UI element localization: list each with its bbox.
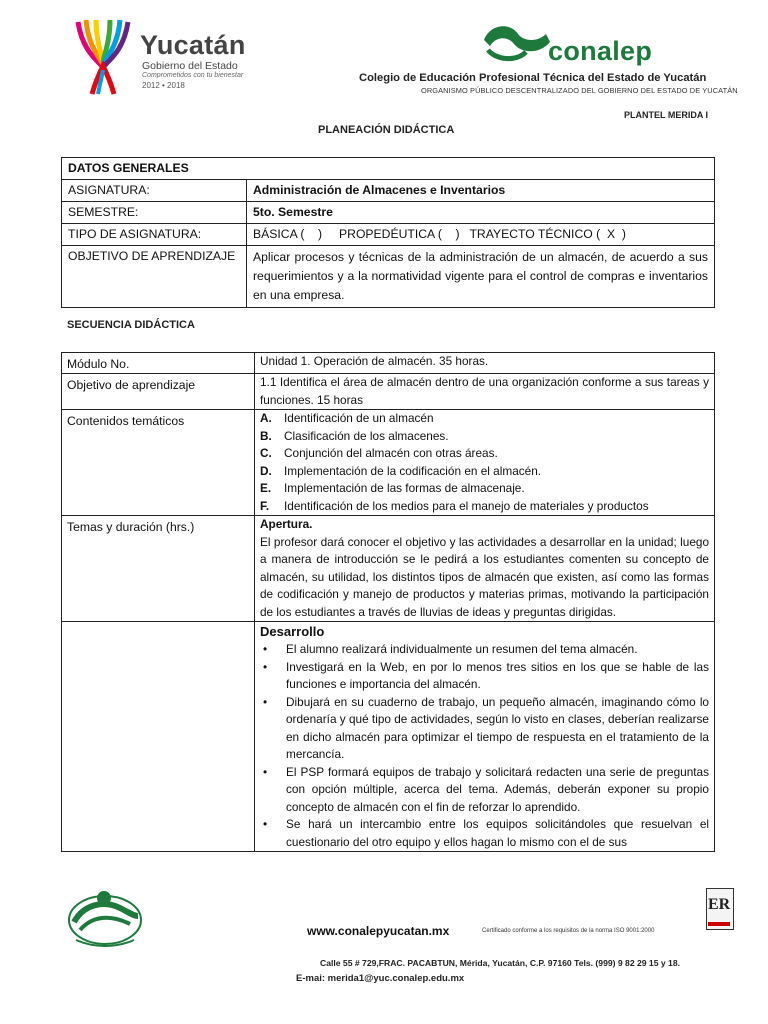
email[interactable]: E-mai: merida1@yuc.conalep.edu.mx [296,973,465,984]
er-certification-logo [706,888,732,934]
contenidos-list-cell [255,410,715,516]
conalep-wordmark: conalep [548,36,653,66]
yucatan-title: Yucatán [140,30,246,60]
item-text: Conjunción del almacén con otras áreas. [284,446,498,460]
item-text: Clasificación de los almacenes. [284,428,449,443]
address: Calle 55 # 729,FRAC. PACABTUN, Mérida, Yucatán, C.P. 97160 Tels. (999) 9 82 29 15 y 18. [320,958,680,968]
secuencia-table [61,352,715,852]
table-row [62,516,715,622]
contenidos-label: Contenidos temáticos [62,410,255,516]
list-item [260,463,709,481]
table-row [62,410,715,516]
yucatan-logo [72,18,262,98]
item-text: Identificación de un almacén [284,411,434,425]
item-text: El alumno realizará individualmente un resumen del tema almacén. [286,642,638,656]
bullet-icon: • [263,817,268,831]
bullet-icon: • [263,642,268,656]
yucatan-tagline: Comprometidos con tu bienestar [142,72,244,79]
empty-cell [62,622,255,852]
item-text: Investigará en la Web, en por lo menos tres sitios en los que se hable de las funciones e importancia del almacén. [286,659,709,691]
asignatura-label: ASIGNATURA: [62,180,247,202]
temas-label: Temas y duración (hrs.) [62,516,255,622]
desarrollo-title: Desarrollo [260,624,325,639]
asignatura-value: Administración de Almacenes e Inventarios [247,180,715,202]
item-text: Identificación de los medios para el manejo de materiales y productos [284,498,649,513]
desarrollo-cell [255,622,715,852]
list-item [260,410,709,428]
conalep-emblem-icon [480,20,552,62]
item-text: El PSP formará equipos de trabajo y solicitará redacten una serie de preguntas con opción múltiple, acerca del tema. Además, deberán exponer su propio concepto de almacén con el fin de reforzar lo aprendido. [286,764,709,814]
bullet-icon: • [263,694,268,709]
apertura-text: El profesor dará conocer el objetivo y las actividades a desarrollar en la unidad; luego a manera de introducción se le pedirá a los estudiantes comenten su concepto de almacén, su utilidad, los distintos tipos de almacén que existen, así como las formas de codificación y manejo de productos y materias primas, motivando la participación de los estudiantes a través de lluvias de ideas y preguntas dirigidas. [260,534,709,619]
list-item [260,659,709,694]
datos-heading: DATOS GENERALES [62,158,715,180]
item-letter: C. [260,446,272,460]
list-item [260,428,709,446]
list-item [260,816,709,851]
college-name: Colegio de Educación Profesional Técnica del Estado de Yucatán [359,72,707,84]
tipo-label: TIPO DE ASIGNATURA: [62,224,247,246]
tipo-value: BÁSICA ( ) PROPEDÉUTICA ( ) TRAYECTO TÉCNICO ( X ) [247,224,715,246]
objetivo-aprendizaje-label: Objetivo de aprendizaje [62,374,255,410]
item-letter: B. [260,428,272,443]
semestre-value: 5to. Semestre [247,202,715,224]
table-row [62,246,715,308]
table-row [62,224,715,246]
item-text: Implementación de las formas de almacenaje. [284,481,525,495]
document-title: PLANEACIÓN DIDÁCTICA [318,124,455,136]
contenidos-list [260,410,709,515]
plantel-label: PLANTEL MERIDA I [624,110,709,120]
list-item [260,764,709,817]
item-text: Implementación de la codificación en el almacén. [284,463,542,478]
secuencia-title: SECUENCIA DIDÁCTICA [67,319,195,331]
list-item [260,498,709,516]
website-link[interactable]: www.conalepyucatan.mx [307,924,450,938]
yucatan-years: 2012 • 2018 [142,81,185,90]
yucatan-emblem-icon [72,18,134,96]
item-letter: E. [260,481,272,495]
item-letter: A. [260,411,272,425]
datos-generales-table [61,157,715,308]
organism-line: ORGANISMO PÚBLICO DESCENTRALIZADO DEL GOBIERNO DEL ESTADO DE YUCATÁN [421,86,738,95]
table-row [62,353,715,374]
item-text: Dibujará en su cuaderno de trabajo, un pequeño almacén, imaginando cómo lo ordenaría y qué tipo de actividades, según lo visto en clases, deberían realizarse en dicho almacén para optimizar el tiempo de respuesta en el tratamiento de la mercancía. [286,694,709,761]
conalep-logo [480,18,710,68]
modulo-value: Unidad 1. Operación de almacén. 35 horas. [255,353,715,374]
plantel-emblem-icon [64,886,146,948]
item-letter: F. [260,498,270,513]
iso-certification: Certificado conforme a los requisitos de la norma ISO 9001:2000 [482,928,655,934]
desarrollo-list [260,641,709,851]
table-row [62,180,715,202]
table-row [62,158,715,180]
list-item [260,694,709,764]
list-item [260,445,709,463]
objetivo-value: Aplicar procesos y técnicas de la administración de un almacén, de acuerdo a sus requerimientos y a la normatividad vigente para el control de compras e inventarios en una empresa. [247,246,715,308]
list-item [260,480,709,498]
apertura-cell [255,516,715,622]
table-row [62,374,715,410]
table-row [62,202,715,224]
list-item [260,641,709,659]
bullet-icon: • [263,659,268,674]
table-row [62,622,715,852]
semestre-label: SEMESTRE: [62,202,247,224]
objetivo-label: OBJETIVO DE APRENDIZAJE [62,246,247,308]
item-letter: D. [260,463,272,478]
er-mark: ER [708,896,731,913]
yucatan-subtitle: Gobierno del Estado [142,60,238,72]
item-text: Se hará un intercambio entre los equipos solicitándoles que resuelvan el cuestionario del otro equipo y ellos hagan lo mismo con el de sus [286,817,709,849]
objetivo-aprendizaje-value: 1.1 Identifica el área de almacén dentro de una organización conforme a sus tareas y funciones. 15 horas [255,374,715,410]
apertura-title: Apertura. [260,517,313,531]
modulo-label: Módulo No. [62,353,255,374]
bullet-icon: • [263,764,268,779]
